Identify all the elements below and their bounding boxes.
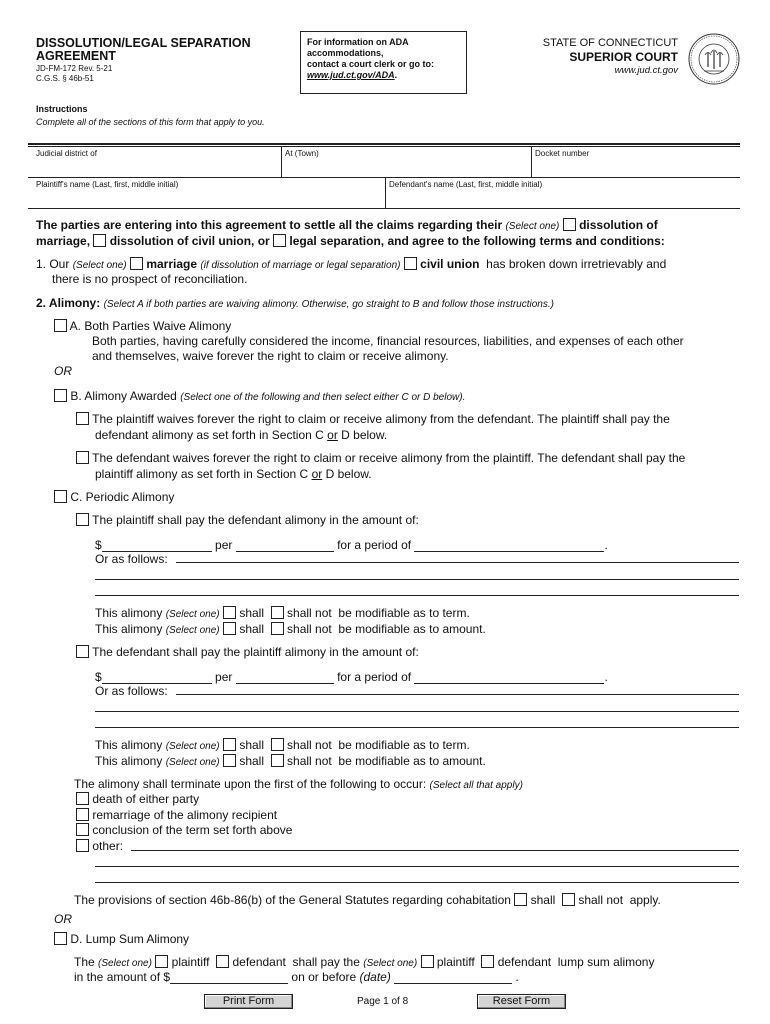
option-b-row: [54, 389, 465, 403]
shall-label: shall: [239, 738, 264, 752]
defendant-label: defendant: [232, 955, 286, 969]
option-c-row: [54, 490, 174, 504]
shall-not-label: shall not: [578, 893, 624, 907]
cohab-shall-not-checkbox[interactable]: [562, 893, 575, 906]
period-end: .: [604, 670, 608, 684]
shall-not-label: shall not: [287, 606, 332, 620]
grid-divider: [385, 177, 386, 209]
or-divider: OR: [54, 912, 72, 926]
dollar-sign: $: [95, 670, 102, 684]
amount-row: [95, 538, 608, 552]
select-one-note: (Select one): [363, 958, 418, 969]
shall-label: shall: [530, 893, 556, 907]
b-option1-text: The plaintiff waives forever the right to claim or receive alimony from the defendant. The plaintiff shall pay the: [92, 412, 670, 426]
alimony-heading-note: (Select A if both parties are waiving alimony. Otherwise, go straight to B and follow those instructions.): [103, 299, 554, 310]
term-opt1-row: [76, 792, 199, 806]
marriage-label: marriage: [146, 257, 198, 271]
death-checkbox[interactable]: [76, 792, 89, 805]
grid-divider: [281, 146, 282, 178]
statute-ref: C.G.S. § 46b-51: [36, 74, 94, 83]
intro-line2: [36, 234, 665, 248]
or-word: or: [311, 467, 323, 481]
other-label: other:: [92, 839, 124, 853]
waive-alimony-checkbox[interactable]: [54, 319, 67, 332]
select-one-note: (Select one): [72, 260, 127, 271]
lump-sum-row2: [74, 970, 519, 984]
civil-union-label: civil union: [420, 257, 480, 271]
this-alimony-label: This alimony: [95, 738, 163, 752]
payee-defendant-checkbox[interactable]: [481, 955, 494, 968]
defendant-waives-checkbox[interactable]: [76, 451, 89, 464]
period-end: .: [515, 970, 519, 984]
or-as-follows-field[interactable]: [95, 579, 739, 580]
the-label: The: [74, 955, 95, 969]
per-label: per: [215, 538, 233, 552]
amount-shall-checkbox[interactable]: [223, 754, 236, 767]
print-form-button[interactable]: Print Form: [204, 994, 293, 1009]
section1-prefix: 1. Our: [36, 257, 70, 271]
this-alimony-label: This alimony: [95, 606, 163, 620]
form-title-line2: AGREEMENT: [36, 49, 116, 63]
docket-label: Docket number: [535, 149, 590, 158]
shall-not-label: shall not: [287, 622, 332, 636]
grid-top-rule: [28, 143, 740, 145]
select-one-note: (Select one): [165, 757, 220, 768]
death-label: death of either party: [92, 792, 200, 806]
b-option2-text: The defendant waives forever the right to claim or receive alimony from the plaintiff. The defendant shall pay the: [92, 451, 686, 465]
terminate-text: The alimony shall terminate upon the first of the following to occur:: [74, 777, 427, 791]
term-shall-checkbox[interactable]: [223, 606, 236, 619]
alimony-heading: 2. Alimony:: [36, 296, 101, 310]
other-field[interactable]: [95, 866, 739, 867]
town-label: At (Town): [285, 149, 319, 158]
option-a-text1: Both parties, having carefully considered the income, financial resources, liabilities, and expenses of each other: [92, 334, 684, 348]
dissolution-marriage-checkbox[interactable]: [563, 218, 576, 231]
court-website: www.jud.ct.gov: [614, 65, 678, 76]
term-shall-checkbox[interactable]: [223, 738, 236, 751]
defendant-pays-checkbox[interactable]: [76, 645, 89, 658]
b-option1-text2: defendant alimony as set forth in Section C: [95, 428, 324, 442]
b-option2-text3: D below.: [325, 467, 372, 481]
amount-field[interactable]: [102, 541, 212, 552]
period-end: .: [604, 538, 608, 552]
or-word: or: [327, 428, 338, 442]
modifiable-amount-label: be modifiable as to amount.: [338, 754, 486, 768]
form-id: JD-FM-172 Rev. 5-21: [36, 64, 113, 73]
ada-line3: contact a court clerk or go to:: [307, 59, 435, 69]
alimony-awarded-checkbox[interactable]: [54, 389, 67, 402]
b-option2-line2: [95, 467, 372, 481]
remarriage-label: remarriage of the alimony recipient: [92, 808, 278, 822]
judicial-district-label: Judicial district of: [36, 149, 97, 158]
terminate-note: (Select all that apply): [429, 780, 523, 791]
reset-form-button[interactable]: Reset Form: [477, 994, 566, 1009]
grid-rule-4: [28, 208, 740, 209]
remarriage-checkbox[interactable]: [76, 808, 89, 821]
civil-union-checkbox[interactable]: [404, 257, 417, 270]
amount-row: [95, 670, 608, 684]
payer-plaintiff-checkbox[interactable]: [155, 955, 168, 968]
terminate-row: [74, 777, 523, 791]
ada-link[interactable]: www.jud.ct.gov/ADA: [307, 70, 395, 80]
page-number: Page 1 of 8: [357, 996, 409, 1007]
marriage-label: marriage,: [36, 234, 91, 248]
court-name: SUPERIOR COURT: [569, 50, 678, 64]
modifiable-term-row: [95, 606, 470, 620]
option-d-row: [54, 932, 189, 946]
other-field[interactable]: [95, 882, 739, 883]
cohab-shall-checkbox[interactable]: [514, 893, 527, 906]
periodic-alimony-checkbox[interactable]: [54, 490, 67, 503]
section1-line2: there is no prospect of reconciliation.: [52, 272, 248, 286]
period-label: for a period of: [337, 538, 412, 552]
or-as-follows-field[interactable]: [176, 562, 739, 563]
this-alimony-label: This alimony: [95, 622, 163, 636]
term-shall-not-checkbox[interactable]: [271, 606, 284, 619]
per-field[interactable]: [236, 673, 334, 684]
plaintiff-waives-checkbox[interactable]: [76, 412, 89, 425]
legal-separation-label: legal separation, and agree to the following terms and conditions:: [289, 234, 665, 248]
other-field[interactable]: [131, 850, 739, 851]
option-c-label: C. Periodic Alimony: [70, 490, 175, 504]
b-option2-text2: plaintiff alimony as set forth in Section C: [95, 467, 309, 481]
option-d-label: D. Lump Sum Alimony: [70, 932, 190, 946]
ada-line2: accommodations,: [307, 48, 384, 58]
form-title-line1: DISSOLUTION/LEGAL SEPARATION: [36, 36, 251, 50]
marriage-checkbox[interactable]: [130, 257, 143, 270]
plaintiff-name-label: Plaintiff's name (Last, first, middle initial): [36, 180, 179, 189]
payer-defendant-checkbox[interactable]: [216, 955, 229, 968]
shall-label: shall: [239, 606, 264, 620]
c-option1-text: The plaintiff shall pay the defendant alimony in the amount of:: [92, 513, 419, 527]
lump-sum-label: lump sum alimony: [557, 955, 655, 969]
b-option2-row: [76, 451, 685, 465]
lump-sum-row1: [74, 955, 654, 969]
payee-plaintiff-checkbox[interactable]: [421, 955, 434, 968]
grid-rule-3: [28, 177, 740, 178]
shall-not-label: shall not: [287, 738, 332, 752]
intro-line1: [36, 218, 658, 232]
modifiable-term-label: be modifiable as to term.: [338, 738, 470, 752]
term-conclusion-label: conclusion of the term set forth above: [92, 823, 293, 837]
state-seal-icon: [688, 33, 740, 85]
modifiable-term-row: [95, 738, 470, 752]
dollar-sign: $: [95, 538, 102, 552]
dissolution-civil-union-checkbox[interactable]: [93, 234, 106, 247]
option-b-note: (Select one of the following and then select either C or D below).: [180, 392, 466, 403]
grid-rule-2: [28, 146, 740, 147]
ada-line1: For information on ADA: [307, 37, 409, 47]
amount-label: in the amount of $: [74, 970, 171, 984]
b-option1-text3: D below.: [341, 428, 388, 442]
b-option1-row: [76, 412, 670, 426]
or-as-follows-field[interactable]: [176, 694, 739, 695]
section1-line1: [36, 257, 666, 271]
select-one-note: (Select one): [165, 609, 220, 620]
plaintiff-label: plaintiff: [436, 955, 475, 969]
date-field[interactable]: [394, 973, 512, 984]
term-opt3-row: [76, 823, 292, 837]
grid-divider: [531, 146, 532, 178]
civil-union-label: dissolution of civil union, or: [109, 234, 270, 248]
cohabitation-text: The provisions of section 46b-86(b) of the General Statutes regarding cohabitation: [74, 893, 511, 907]
select-one-note: (Select one): [98, 958, 152, 969]
term-opt4-row: [76, 839, 123, 853]
option-a-label: A. Both Parties Waive Alimony: [69, 319, 232, 333]
date-label: (date): [359, 970, 391, 984]
defendant-name-label: Defendant's name (Last, first, middle initial): [389, 180, 543, 189]
section1-suffix: has broken down irretrievably and: [486, 257, 667, 271]
section2-heading-row: [36, 296, 554, 310]
or-as-follows-field[interactable]: [95, 595, 739, 596]
select-one-note: (Select one): [505, 221, 560, 232]
on-or-before-label: on or before: [291, 970, 357, 984]
other-checkbox[interactable]: [76, 839, 89, 852]
amount-field[interactable]: [102, 673, 212, 684]
per-field[interactable]: [236, 541, 334, 552]
plaintiff-pays-checkbox[interactable]: [76, 513, 89, 526]
or-as-follows-field[interactable]: [95, 727, 739, 728]
term-opt2-row: [76, 808, 277, 822]
modifiable-term-label: be modifiable as to term.: [338, 606, 470, 620]
period-field[interactable]: [414, 673, 604, 684]
marriage-note: (if dissolution of marriage or legal separation): [200, 260, 401, 271]
apply-label: apply.: [629, 893, 661, 907]
shall-not-label: shall not: [287, 754, 332, 768]
per-label: per: [215, 670, 233, 684]
period-label: for a period of: [337, 670, 412, 684]
modifiable-amount-label: be modifiable as to amount.: [338, 622, 486, 636]
lump-sum-checkbox[interactable]: [54, 932, 67, 945]
modifiable-amount-row: [95, 622, 486, 636]
b-option1-line2: [95, 428, 387, 442]
shall-label: shall: [239, 622, 264, 636]
shall-label: shall: [239, 754, 264, 768]
dissolution-of-label: dissolution of: [579, 218, 658, 232]
option-b-label: B. Alimony Awarded: [70, 389, 177, 403]
instructions-heading: Instructions: [36, 104, 88, 114]
or-as-follows-label: Or as follows:: [95, 684, 168, 698]
amount-shall-not-checkbox[interactable]: [271, 622, 284, 635]
or-as-follows-label: Or as follows:: [95, 552, 168, 566]
intro-text: The parties are entering into this agreement to settle all the claims regarding their: [36, 218, 503, 232]
defendant-label: defendant: [497, 955, 552, 969]
ada-info-box: For information on ADA accommodations, contact a court clerk or go to: www.jud.ct.gov/ADA.: [300, 31, 467, 94]
term-shall-not-checkbox[interactable]: [271, 738, 284, 751]
c-option2-text: The defendant shall pay the plaintiff alimony in the amount of:: [92, 645, 419, 659]
lump-amount-field[interactable]: [170, 973, 288, 984]
legal-separation-checkbox[interactable]: [273, 234, 286, 247]
or-as-follows-field[interactable]: [95, 711, 739, 712]
shall-pay-label: shall pay the: [292, 955, 360, 969]
period-field[interactable]: [414, 541, 604, 552]
amount-shall-not-checkbox[interactable]: [271, 754, 284, 767]
this-alimony-label: This alimony: [95, 754, 163, 768]
modifiable-amount-row: [95, 754, 486, 768]
state-name: STATE OF CONNECTICUT: [542, 37, 678, 49]
instructions-text: Complete all of the sections of this form that apply to you.: [36, 117, 265, 127]
option-a-row: [54, 319, 231, 333]
cohabitation-row: [74, 893, 661, 907]
term-conclusion-checkbox[interactable]: [76, 823, 89, 836]
plaintiff-label: plaintiff: [171, 955, 210, 969]
or-divider: OR: [54, 364, 72, 378]
c-option2-row: [76, 645, 419, 659]
select-one-note: (Select one): [165, 741, 220, 752]
option-a-text2: and themselves, waive forever the right to claim or receive alimony.: [92, 349, 449, 363]
c-option1-row: [76, 513, 419, 527]
amount-shall-checkbox[interactable]: [223, 622, 236, 635]
select-one-note: (Select one): [165, 625, 220, 636]
